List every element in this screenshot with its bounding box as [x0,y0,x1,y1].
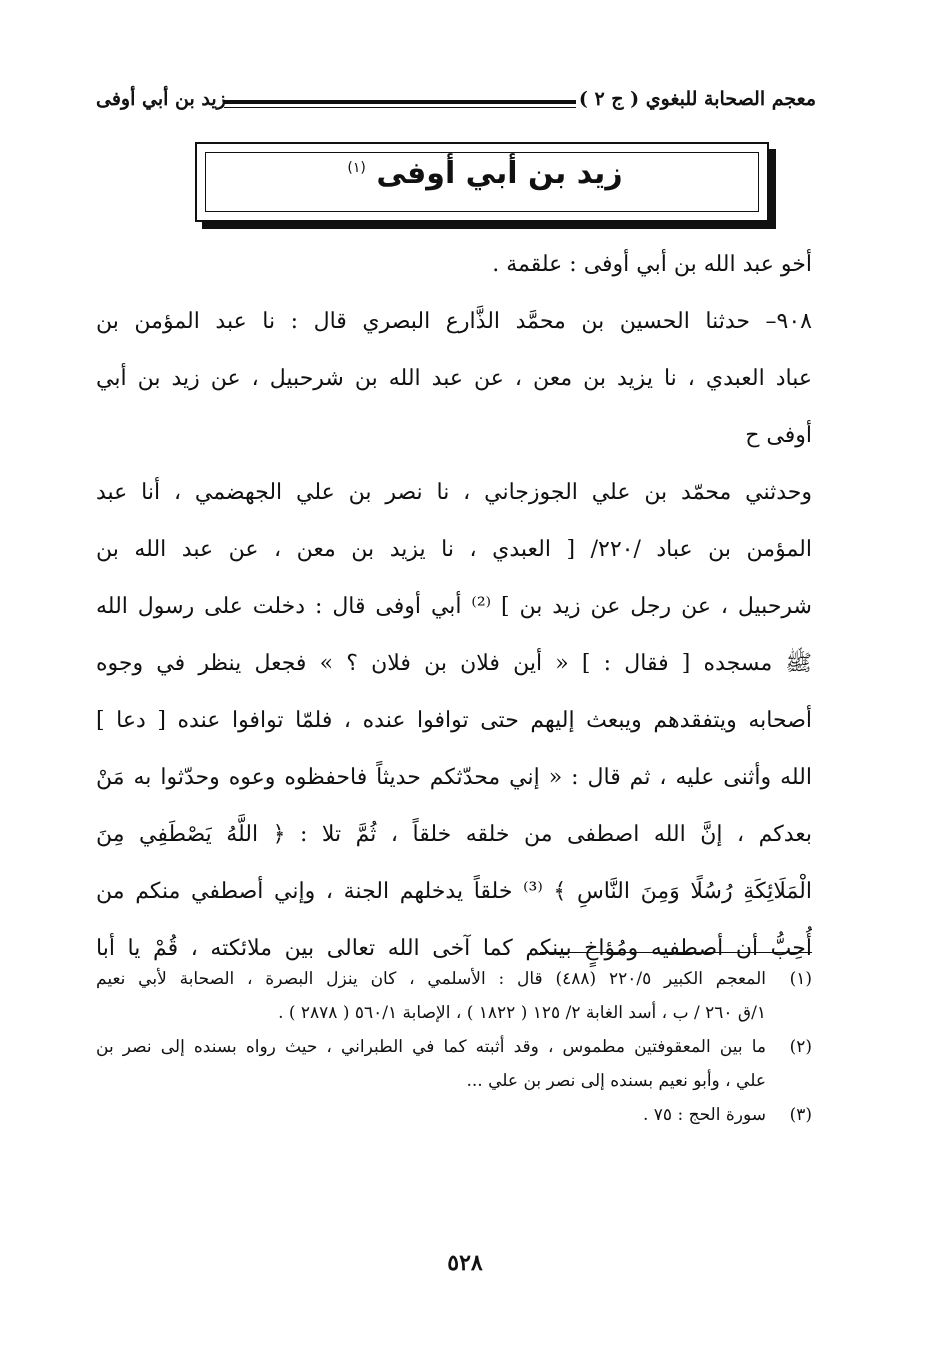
body-line: الْمَلَائِكَةِ رُسُلًا وَمِنَ النَّاسِ ﴾ ⁽³⁾ خلقاً يدخلهم الجنة ، وإني أصطفي منكم من [96,879,812,904]
footnote-3 [96,1098,812,1132]
footnote-line: سورة الحج : ٧٥ . [642,1105,766,1125]
title-footnote-ref: (١) [347,160,366,176]
page-number: ٥٢٨ [447,1250,483,1276]
body-line: المؤمن بن عباد /٢٢٠/ [ العبدي ، نا يزيد بن معن ، عن عبد الله بن [96,537,812,562]
body-line: عباد العبدي ، نا يزيد بن معن ، عن عبد الله بن شرحبيل ، عن زيد بن أبي [96,366,812,391]
running-header [96,84,816,118]
body-line: أُحِبُّ أن أصطفيه ومُؤاخٍ بينكم كما آخى الله تعالى بين ملائكته ، قُمْ يا أبا [96,936,812,961]
footnote-line: علي ، وأبو نعيم بسنده إلى نصر بن علي ... [466,1071,766,1091]
body-line: أوفى ح [745,423,812,448]
body-line: بعدكم ، إنَّ الله اصطفى من خلقه خلقاً ، ثُمَّ تلا : ﴿ اللَّهُ يَصْطَفِي مِنَ [96,822,812,847]
entry-title-text: زيد بن أبي أوفى [376,156,623,191]
body-line: ٩٠٨– حدثنا الحسين بن محمَّد الذَّارع البصري قال : نا عبد المؤمن بن [96,309,812,334]
footnote-number: (٣) [789,1105,812,1125]
body-line: ﷺ مسجده [ فقال : ] « أين فلان بن فلان ؟ » فجعل ينظر في وجوه [96,651,812,676]
header-entry-name: زيد بن أبي أوفى [96,88,226,110]
footnote-number: (١) [789,969,812,989]
footnote-line: ١/ق ٢٦٠ / ب ، أسد الغابة ٢/ ١٢٥ ( ١٨٢٢ ) ، الإصابة ٥٦٠/١ ( ٢٨٧٨ ) . [278,1003,766,1023]
footnote-number: (٢) [789,1037,812,1057]
footnote-1 [96,962,812,1030]
header-rule-thin [224,107,576,108]
entry-title-box [195,142,769,222]
body-text [96,236,812,977]
body-line: أصحابه ويتفقدهم ويبعث إليهم حتى توافوا عنده ، فلمّا توافوا عنده [ دعا ] [96,708,812,733]
body-line: أخو عبد الله بن أبي أوفى : علقمة . [492,252,812,277]
footnotes [96,962,812,1132]
footnote-2 [96,1030,812,1098]
footnote-line: ما بين المعقوفتين مطموس ، وقد أثبته كما في الطبراني ، حيث رواه بسنده إلى نصر بن [96,1037,766,1057]
entry-title [197,156,767,191]
header-book-title: معجم الصحابة للبغوي ( ج ٢ ) [578,88,816,110]
footnote-line: المعجم الكبير ٢٢٠/٥ (٤٨٨) قال : الأسلمي ، كان ينزل البصرة ، الصحابة لأبي نعيم [96,969,766,989]
body-line: شرحبيل ، عن رجل عن زيد بن ] ⁽²⁾ أبي أوفى قال : دخلت على رسول الله [96,594,812,619]
header-rule [224,100,576,104]
footnote-separator [540,952,812,953]
body-line: وحدثني محمّد بن علي الجوزجاني ، نا نصر بن علي الجهضمي ، أنا عبد [96,480,812,505]
body-line: الله وأثنى عليه ، ثم قال : « إني محدّثكم حديثاً فاحفظوه وعوه وحدّثوا به مَنْ [96,765,812,790]
